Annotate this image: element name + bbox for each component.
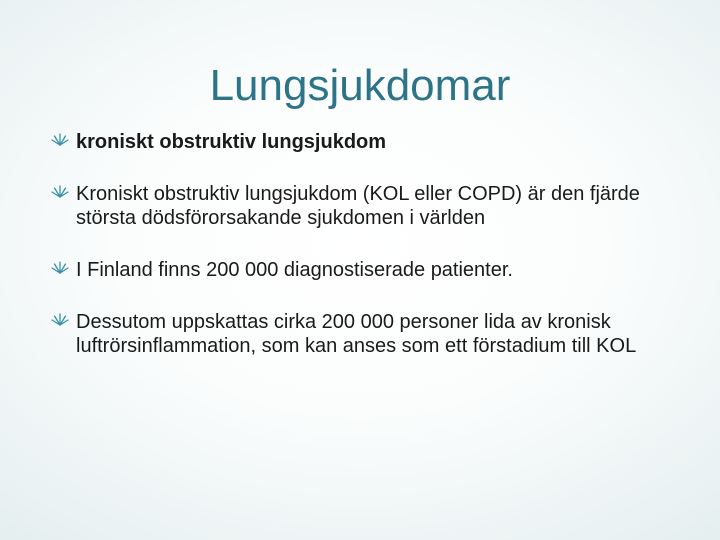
bullet-text: Kroniskt obstruktiv lungsjukdom (KOL eller COPD) är den fjärde största dödsförorsakande sjukdomen i världen <box>76 183 640 229</box>
bullet-text: Dessutom uppskattas cirka 200 000 personer lida av kronisk luftrörsinflammation, som kan anses som ett förstadium till KOL <box>76 311 637 357</box>
sunburst-bullet-icon <box>50 310 72 334</box>
sunburst-bullet-icon <box>50 130 72 154</box>
bullet-list <box>48 130 678 386</box>
slide-title: Lungsjukdomar <box>209 61 511 110</box>
bullet-item <box>48 130 678 154</box>
sunburst-bullet-icon <box>50 182 72 206</box>
bullet-text: I Finland finns 200 000 diagnostiserade patienter. <box>76 259 513 281</box>
sunburst-bullet-icon <box>50 258 72 282</box>
bullet-item <box>48 310 678 358</box>
bullet-item <box>48 258 678 282</box>
bullet-item <box>48 182 678 230</box>
bullet-text: kroniskt obstruktiv lungsjukdom <box>76 131 387 153</box>
